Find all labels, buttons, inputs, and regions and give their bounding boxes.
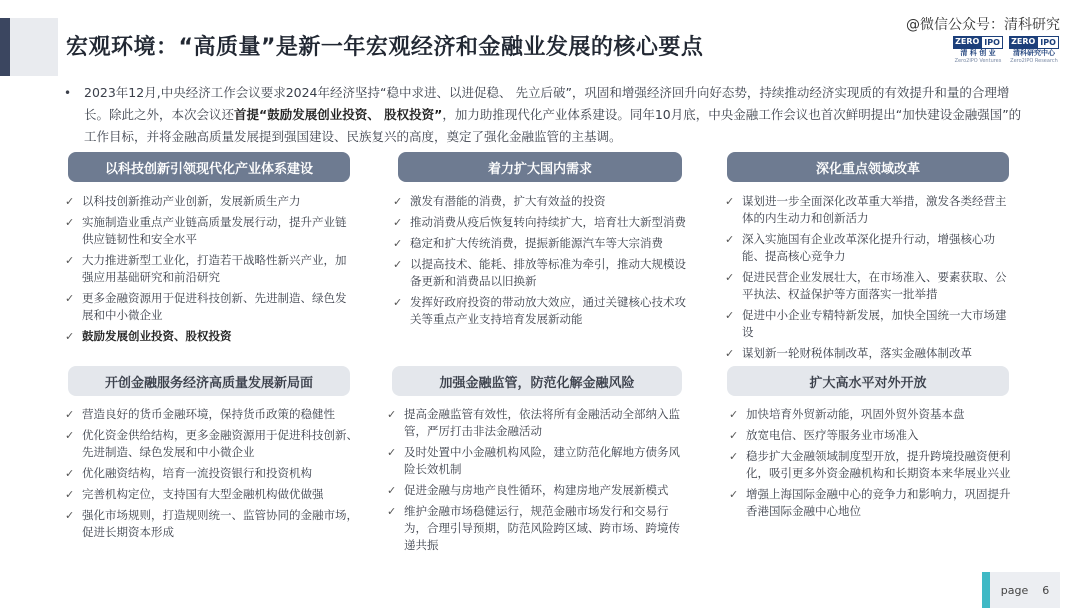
list-item-text: 及时处置中小金融机构风险，建立防范化解地方债务风险长效机制 (404, 445, 680, 476)
list-item (384, 406, 684, 440)
intro-highlight: 首提“鼓励发展创业投资、 股权投资” (234, 107, 443, 122)
list-item-text: 维护金融市场稳健运行，规范金融市场发行和交易行为，合理引导预期，防范风险跨区域、跨市场、跨境传递共振 (404, 504, 680, 552)
page-accent-bar (982, 572, 990, 608)
page-title: 宏观环境：“高质量”是新一年宏观经济和金融业发展的核心要点 (66, 35, 704, 60)
check-icon: ✓ (729, 408, 739, 421)
check-icon: ✓ (725, 195, 735, 208)
section-header-tech-innovation: 以科技创新引领现代化产业体系建设 (68, 152, 350, 182)
check-icon: ✓ (393, 216, 403, 229)
section-header-opening-up: 扩大高水平对外开放 (727, 366, 1009, 396)
list-item (390, 193, 686, 210)
check-icon: ✓ (65, 330, 75, 343)
check-icon: ✓ (725, 271, 735, 284)
section-list-financial-service (62, 406, 362, 545)
list-item-text: 以科技创新推动产业创新，发展新质生产力 (82, 194, 301, 208)
list-item-text: 优化资金供给结构，更多金融资源用于促进科技创新、先进制造、绿色发展和中小微企业 (82, 428, 358, 459)
check-icon: ✓ (725, 309, 735, 322)
logo-badge-ipo: IPO (1037, 36, 1059, 49)
list-item (62, 193, 354, 210)
logo-zero2ipo-ventures (954, 36, 1002, 64)
list-item-text: 深入实施国有企业改革深化提升行动，增强核心功能、提高核心竞争力 (742, 232, 995, 263)
check-icon: ✓ (729, 450, 739, 463)
list-item (62, 214, 354, 248)
list-item (390, 235, 686, 252)
check-icon: ✓ (729, 429, 739, 442)
list-item-text: 稳步扩大金融领域制度型开放，提升跨境投融资便利化，吸引更多外资金融机构和长期资本来华展业兴业 (746, 449, 1011, 480)
section-header-financial-service: 开创金融服务经济高质量发展新局面 (68, 366, 350, 396)
list-item (384, 444, 684, 478)
section-list-tech-innovation (62, 193, 354, 349)
logo-name: 清 科 创 业 (960, 49, 996, 57)
check-icon: ✓ (725, 233, 735, 246)
section-list-reform (722, 193, 1014, 366)
list-item (384, 503, 684, 554)
check-icon: ✓ (393, 258, 403, 271)
list-item (62, 427, 362, 461)
check-icon: ✓ (729, 488, 739, 501)
check-icon: ✓ (65, 488, 75, 501)
accent-bar (0, 18, 10, 76)
list-item-text: 促进中小企业专精特新发展，加快全国统一大市场建设 (742, 308, 1007, 339)
list-item (390, 294, 686, 328)
check-icon: ✓ (65, 195, 75, 208)
section-list-opening-up (726, 406, 1016, 524)
list-item-text: 鼓励发展创业投资、股权投资 (82, 329, 232, 343)
check-icon: ✓ (393, 296, 403, 309)
list-item (726, 406, 1016, 423)
list-item-text: 优化融资结构，培育一流投资银行和投资机构 (82, 466, 312, 480)
intro-text-1: 2023年12月,中央经济工作会议要求2024年经济坚持“稳中求进、以进促稳、 先立后破”，巩固和增强经济回升向好态势，持续推动经济实现质的有效提升和量的合理增长。除此之外，本次会议还 (84, 85, 1010, 122)
list-item-text: 促进民营企业发展壮大，在市场准入、要素获取、公平执法、权益保护等方面落实一批举措 (742, 270, 1007, 301)
check-icon: ✓ (387, 408, 397, 421)
list-item (722, 193, 1014, 227)
list-item-text: 发挥好政府投资的带动放大效应，通过关键核心技术攻关等重点产业支持培育发展新动能 (410, 295, 686, 326)
list-item (722, 345, 1014, 362)
check-icon: ✓ (65, 467, 75, 480)
list-item-text: 谋划进一步全面深化改革重大举措，激发各类经营主体的内生动力和创新活力 (742, 194, 1007, 225)
list-item-text: 增强上海国际金融中心的竞争力和影响力，巩固提升香港国际金融中心地位 (746, 487, 1011, 518)
page-indicator (990, 572, 1060, 608)
check-icon: ✓ (725, 347, 735, 360)
list-item-text: 大力推进新型工业化，打造若干战略性新兴产业，加强应用基础研究和前沿研究 (82, 253, 347, 284)
logo-name: 清科研究中心 (1013, 49, 1055, 57)
check-icon: ✓ (65, 292, 75, 305)
logo-badge-ipo: IPO (981, 36, 1003, 49)
list-item-text: 以提高技术、能耗、排放等标准为牵引，推动大规模设备更新和消费品以旧换新 (410, 257, 686, 288)
list-item (384, 482, 684, 499)
check-icon: ✓ (393, 237, 403, 250)
check-icon: ✓ (65, 429, 75, 442)
section-list-domestic-demand (390, 193, 686, 332)
list-item (722, 269, 1014, 303)
check-icon: ✓ (65, 509, 75, 522)
page-label: page (1000, 583, 1029, 597)
list-item (390, 214, 686, 231)
list-item-text: 强化市场规则，打造规则统一、监管协同的金融市场，促进长期资本形成 (82, 508, 358, 539)
list-item-text: 激发有潜能的消费，扩大有效益的投资 (410, 194, 606, 208)
list-item-text: 实施制造业重点产业链高质量发展行动，提升产业链供应链韧性和安全水平 (82, 215, 347, 246)
list-item (726, 427, 1016, 444)
logo-sub: Zero2IPO Research (1010, 58, 1058, 64)
section-header-reform: 深化重点领域改革 (727, 152, 1009, 182)
accent-bar-light (10, 18, 58, 76)
intro-text-2: ，加力助推现代化产业体系建设。同年10月底，中央金融工作会议也首次鲜明提出“加快建设金融强国”的工作目标，并将金融高质量发展提到强国建设、民族复兴的高度，奠定了强化金融监管的主基调。 (84, 107, 1022, 144)
check-icon: ✓ (387, 446, 397, 459)
list-item (726, 448, 1016, 482)
watermark: @微信公众号：清科研究 (906, 17, 1060, 33)
list-item-text: 加快培育外贸新动能，巩固外贸外资基本盘 (746, 407, 965, 421)
list-item-text: 营造良好的货币金融环境，保持货币政策的稳健性 (82, 407, 335, 421)
section-header-domestic-demand: 着力扩大国内需求 (398, 152, 682, 182)
list-item (726, 486, 1016, 520)
list-item (390, 256, 686, 290)
logo-badge-zero: ZERO (953, 36, 981, 49)
section-list-financial-regulation (384, 406, 684, 558)
logo-zero2ipo-research (1010, 36, 1058, 64)
list-item-text: 完善机构定位，支持国有大型金融机构做优做强 (82, 487, 324, 501)
check-icon: ✓ (387, 484, 397, 497)
list-item (722, 231, 1014, 265)
list-item (62, 486, 362, 503)
intro-paragraph (66, 82, 1026, 148)
check-icon: ✓ (393, 195, 403, 208)
logo-sub: Zero2IPO Ventures (954, 58, 1002, 64)
list-item-text: 稳定和扩大传统消费，提振新能源汽车等大宗消费 (410, 236, 663, 250)
section-header-financial-regulation: 加强金融监管，防范化解金融风险 (392, 366, 682, 396)
list-item-text: 推动消费从疫后恢复转向持续扩大，培育壮大新型消费 (410, 215, 686, 229)
list-item (62, 406, 362, 423)
check-icon: ✓ (65, 216, 75, 229)
list-item-text: 放宽电信、医疗等服务业市场准入 (746, 428, 919, 442)
list-item (62, 328, 354, 345)
check-icon: ✓ (65, 408, 75, 421)
list-item (62, 465, 362, 482)
list-item-text: 更多金融资源用于促进科技创新、先进制造、绿色发展和中小微企业 (82, 291, 347, 322)
list-item (722, 307, 1014, 341)
bullet-icon: • (64, 86, 72, 100)
logo-badge-zero: ZERO (1009, 36, 1037, 49)
logo-group (954, 36, 1058, 64)
page-number: 6 (1042, 583, 1050, 597)
list-item (62, 252, 354, 286)
list-item (62, 290, 354, 324)
list-item (62, 507, 362, 541)
list-item-text: 促进金融与房地产良性循环，构建房地产发展新模式 (404, 483, 669, 497)
check-icon: ✓ (387, 505, 397, 518)
check-icon: ✓ (65, 254, 75, 267)
list-item-text: 谋划新一轮财税体制改革，落实金融体制改革 (742, 346, 972, 360)
list-item-text: 提高金融监管有效性，依法将所有金融活动全部纳入监管，严厉打击非法金融活动 (404, 407, 680, 438)
